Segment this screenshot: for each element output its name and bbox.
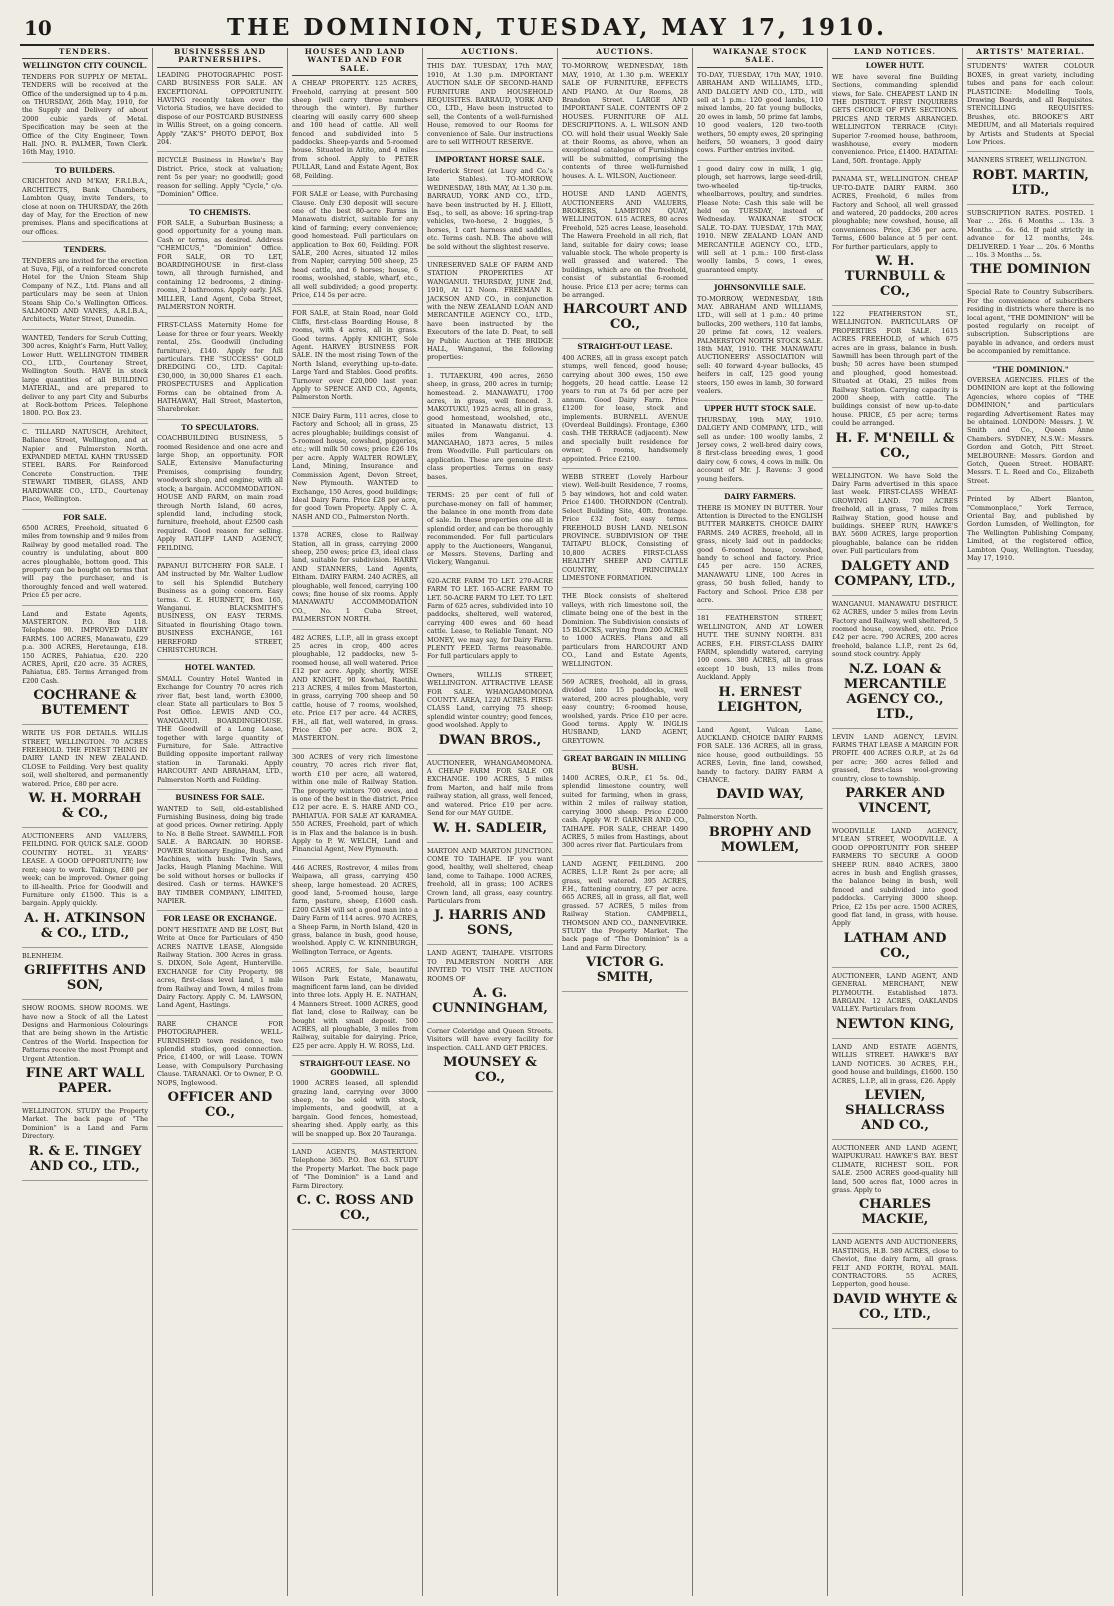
advertisement xyxy=(562,190,688,339)
column-2 xyxy=(153,48,288,1596)
advertisement xyxy=(697,71,823,161)
ad-body-text: LAND AGENTS, MASTERTON. Telephone 365. P.O. Box 63. STUDY the Property Market. The back page of "The Dominion" is a Land and Farm Directory. xyxy=(292,1147,418,1190)
advertisement xyxy=(22,729,148,828)
advertiser-name: H. ERNEST LEIGHTON, xyxy=(717,684,803,715)
column-heading: AUCTIONS. xyxy=(427,48,553,59)
column-5 xyxy=(558,48,693,1596)
column-4 xyxy=(423,48,558,1596)
ad-body-text: WANTED, Tenders for Scrub Cutting, 300 acres, Knight's Farm, Hutt Valley, Lower Hutt. WELLINGTON TIMBER CO., LTD., Courtenay Street, Wellington South. HAVE in stock large quantities of all BUILDING MATERIAL, and are prepared to deliver to any part City and Suburbs at Rock-bottom Prices. Telephone 1800. P.O. Box 23. xyxy=(22,333,148,418)
ad-body-text: 1065 ACRES, for Sale, beautiful Wilson Park Estate, Manawatu, magnificent farm land, can be divided into three lots. Apply H. E. NATHAN, 4 Manners Street. 1000 ACRES, good flat land, close to Railway, can be bought with small deposit. 500 ACRES, all ploughable, 3 miles from Railway, suitable for dairying. Price, £25 per acre. Apply H. W. ROSS, Ltd. xyxy=(292,966,418,1050)
advertiser-name: THE DOMINION xyxy=(970,262,1091,278)
ad-body-text: WRITE US FOR DETAILS. WILLIS STREET, WELLINGTON. 70 ACRES FREEHOLD. THE FINEST THING IN DAIRY LAND IN NEW ZEALAND. CLOSE to Feilding. Very best quality soil, well sheltered, and permanently watered. Price, £80 per acre. xyxy=(22,729,148,788)
ad-body-text: THIS DAY. TUESDAY, 17th MAY, 1910, At 1.30 p.m. IMPORTANT AUCTION SALE OF SECOND-HAND FURNITURE AND HOUSEHOLD REQUISITES. BARRAUD, YORK AND CO., LTD., Have been instructed to sell, the Contents of a well-furnished House, removed to our Rooms for convenience of Sale. Our instructions are to sell WITHOUT RESERVE. xyxy=(427,62,553,147)
ad-heading: UPPER HUTT STOCK SALE. xyxy=(703,404,817,414)
advertisement xyxy=(427,372,553,487)
advertiser-name: NEWTON KING, xyxy=(835,1016,955,1032)
advertiser-name: DAVID WHYTE & CO., LTD., xyxy=(832,1291,958,1322)
ad-body-text: 1900 ACRES leased, all splendid grazing land, carrying over 3000 sheep, to be sold with stock, implements, and goodwill, at a bargain. Good fences, homestead, shearing shed. Apply early, as this will be snapped up. Box 20 Tauranga. xyxy=(292,1079,418,1138)
ad-body-text: MARTON AND MARTON JUNCTION. COME TO TAIHAPE. IF you want good, healthy, well sheltered, cheap land, come to Taihape. 1000 ACRES, freehold, all in grass; 100 ACRES Crown land, all grass, easy country. Particulars from xyxy=(427,846,553,905)
ad-body-text: HOUSE AND LAND AGENTS, AUCTIONEERS AND VALUERS, BROKERS, LAMBTON QUAY, WELLINGTON. 615 ACRES, 80 acres Freehold, 525 acres Lease, leasehold. The Hawera Freehold in all rich, flat land, suitable for dairy cows; lease valuable stock. The whole property is well grassed and watered. The buildings, which are on the freehold, consist of substantial 6-roomed house. Price £13 per acre; terms can be arranged. xyxy=(562,190,688,299)
advertisement xyxy=(562,343,688,469)
ad-heading: FOR SALE. xyxy=(63,512,107,522)
ad-heading: FOR LEASE OR EXCHANGE. xyxy=(163,914,277,924)
ad-body-text: THE Block consists of sheltered valleys, with rich limestone soil, the climate being one of the best in the Dominion. The Subdivision consists of 15 BLOCKS, varying from 200 ACRES to 1000 ACRES. Plans and all particulars from HARCOURT AND CO., Land and Estate Agents, WELLINGTON. xyxy=(562,592,688,668)
ad-body-text: LAND AGENT, TAIHAPE. VISITORS TO PALMERSTON NORTH ARE INVITED TO VISIT THE AUCTION ROOMS OF xyxy=(427,949,553,983)
advertiser-name: CHARLES MACKIE, xyxy=(859,1197,931,1228)
advertisement xyxy=(22,514,148,606)
ad-body-text: MANNERS STREET, WELLINGTON. xyxy=(967,156,1088,165)
column-7 xyxy=(828,48,963,1596)
advertisement xyxy=(22,610,148,726)
advertisement xyxy=(697,813,823,861)
advertisement xyxy=(157,209,283,318)
advertisement xyxy=(292,412,418,527)
advertiser-name: FINE ART WALL PAPER. xyxy=(25,1065,145,1096)
advertisement xyxy=(157,1020,283,1127)
ad-heading: BUSINESS FOR SALE. xyxy=(175,793,265,803)
column-3 xyxy=(288,48,423,1596)
advertisement xyxy=(292,190,418,305)
advertiser-name: H. F. M'NEILL & CO., xyxy=(835,430,955,461)
ad-heading: TENDERS. xyxy=(63,245,107,255)
advertisement xyxy=(697,726,823,810)
advertiser-name: MOUNSEY & CO., xyxy=(443,1055,537,1086)
column-heading: TENDERS. xyxy=(22,48,148,59)
ad-body-text: LAND AGENTS AND AUCTIONEERS, HASTINGS, H.B. 589 ACRES, close to Cheviot, fine dairy farm, all grass. FELT AND FORTH, ROYAL MAIL CONTRACTORS. 55 ACRES, Lepperton, good house. xyxy=(832,1238,958,1289)
ad-body-text: PANAMA ST., WELLINGTON. CHEAP UP-TO-DATE DAIRY FARM. 360 ACRES, Freehold, 6 miles from Factory and School, all well grassed and watered, 20 paddocks, 200 acres ploughable; new cowshed, house, all conveniences. Price, £36 per acre. Terms, £600 balance at 5 per cent. For further particulars, apply to xyxy=(832,175,958,251)
ad-body-text: WEBB STREET (Lovely Harbour view). Well-built Residence, 7 rooms, 5 bay windows, hot and cold water. Price £1400. THORNDON (Central). Select Building Site, 40ft. frontage. Price £32 foot; easy terms. FREEHOLD BUSH LAND. NELSON PROVINCE. SUBDIVISION OF THE TAITAPU BLOCK, Consisting of 10,800 ACRES FIRST-CLASS HEALTHY SHEEP AND CATTLE COUNTRY, PRINCIPALLY LIMESTONE FORMATION. xyxy=(562,473,688,582)
advertisement xyxy=(292,634,418,749)
advertiser-name: DWAN BROS., xyxy=(438,732,542,748)
ad-heading: TO BUILDERS. xyxy=(55,165,115,175)
advertisement xyxy=(427,759,553,843)
advertisement xyxy=(697,493,823,610)
ad-body-text: AUCTIONEERS AND VALUERS, FEILDING. FOR QUICK SALE. GOOD COUNTRY HOTEL. 31 YEARS' LEASE. A GOOD OPPORTUNITY; low rent; easy to work. Takings, £80 per week; can be improved. Owner going to ill-health. Price for Goodwill and Furniture only £1500. This is a bargain. Apply quickly. xyxy=(22,832,148,908)
advertisement xyxy=(427,261,553,368)
advertisement xyxy=(292,531,418,629)
column-heading: AUCTIONS. xyxy=(562,48,688,59)
advertiser-name: J. HARRIS AND SONS, xyxy=(434,908,546,939)
ad-body-text: FOR SALE, a Suburban Business; a good opportunity for a young man. Cash or terms, as desired. Address "CHEMICUS," "Dominion" Office. FOR SALE, OR TO LET, BOARDINGHOUSE in first-class town, all through furnished, and containing 12 bedrooms, 2 dining-rooms, 2 bathrooms. Apply early. JAS. MILLER, Land Agent, Coba Street, PALMERSTON NORTH. xyxy=(157,218,283,311)
advertisement xyxy=(157,321,283,419)
ad-body-text: SUBSCRIPTION RATES. POSTED. 1 Year ... 26s. 6 Months ... 13s. 3 Months ... 6s. 6d. If paid strictly in advance for 12 months, 24s. DELIVERED. 1 Year ... 20s. 6 Months ... 10s. 3 Months ... 5s. xyxy=(967,208,1094,259)
column-heading: WAIKANAE STOCK SALE. xyxy=(697,48,823,68)
ad-body-text: RARE CHANCE FOR PHOTOGRAPHER. WELL-FURNISHED town residence, two splendid studios, good connection. Price, £1400, or will Lease. TOWN Lease, with Compulsory Purchasing Clause. TARANAKI. Or to Owner, P. O. NOPS, Inglewood. xyxy=(157,1019,283,1087)
advertisement xyxy=(427,671,553,755)
advertiser-name: W. H. TURNBULL & CO., xyxy=(844,253,946,299)
ad-heading: IMPORTANT HORSE SALE. xyxy=(435,155,545,165)
ad-body-text: 620-ACRE FARM TO LET. 270-ACRE FARM TO LET. 165-ACRE FARM TO LET. 50-ACRE FARM TO LET. TO LET. Farm of 625 acres, subdivided into 10 paddocks, sheltered, well watered, carrying 400 ewes and 60 head cattle. Lease, to Reliable Tenant. NO MONEY, we may say, for Dairy Farm. PLENTY FEED. Terms reasonable. For full particulars apply to xyxy=(427,576,553,661)
ad-body-text: Frederick Street (at Lucy and Co.'s late Stables). TO-MORROW, WEDNESDAY, 18th MAY, At 1.30 p.m. BARRAUD, YORK AND CO., LTD., have been instructed by H. J. Elliott, Esq., to sell, as above: 16 spring-trap vehicles, two-horse, 2 buggies, 5 horses, 1 cart harness and saddles, etc. Terms cash. N.B. The above will be sold without the slightest reserve. xyxy=(427,166,553,251)
advertiser-name: A. G. CUNNINGHAM, xyxy=(432,985,548,1016)
ad-body-text: LAND AGENT, FEILDING. 200 ACRES, L.I.P. Rent 2s per acre; all grass, well watered. 395 ACRES, F.H., fattening country, £7 per acre. 665 ACRES, all in grass, all flat, well grassed. 57 ACRES, 5 miles from Railway Station. CAMPBELL, THOMSON AND CO., DANNEVIRKE. STUDY the Property Market. The back page of "The Dominion" is a Land and Farm Directory. xyxy=(562,859,688,952)
ad-body-text: PAPANUI BUTCHERY FOR SALE. I AM instructed by Mr. Walter Ludlow to sell his Splendid Butchery Business as a going concern. Easy terms. C. E. HURNETT, Box 165, Wanganui. BLACKSMITH'S BUSINESS, ON EASY TERMS. Situated in flourishing Otago town. BUSINESS EXCHANGE, 161 HEREFORD STREET, CHRISTCHURCH. xyxy=(157,561,283,654)
ad-body-text: 1 good dairy cow in milk, 1 gig, plough, set harrows, large seed-drill, two-wheeled tip-trucks, wheelbarrows, poultry, and sundries. Please Note: Cash this sale will be held on TUESDAY, instead of Wednesday. WAIKANAE STOCK SALE. TO-DAY. TUESDAY, 17th MAY, 1910. NEW ZEALAND LOAN AND MERCANTILE AGENCY CO., LTD., will sell at 1 p.m.: 100 first-class woolly lambs, 5 cows, 1 ewes, guaranteed empty. xyxy=(697,164,823,274)
advertisement xyxy=(562,678,688,751)
ad-body-text: 446 ACRES, Rostrevor, 4 miles from Waipawa, all grass, carrying 450 sheep, large homestead. 20 ACRES, good land, 5-roomed house, large farm, pasture, sheep, £1600 cash. £200 CASH will set a good man into a Dairy Farm of 114 acres. 970 ACRES, a Sheep Farm, in North Island, 420 in grass, balance in bush, good house, woolshed. Apply C. W. KINNIBURGH, Wellington Terrace, or Agents. xyxy=(292,863,418,956)
advertiser-name: ROBT. MARTIN, LTD., xyxy=(972,167,1089,198)
advertisement xyxy=(157,664,283,790)
advertiser-name: LATHAM AND CO., xyxy=(843,930,947,961)
ad-body-text: A CHEAP PROPERTY. 125 ACRES, Freehold, carrying at present 500 sheep (will carry three numbers through the winter). By further clearing will easily carry 600 sheep and 100 head of cattle. All well fenced and subdivided into 5 paddocks. Sheep-yards and 5-roomed house. Situated in Aitito, and 4 miles from school. Apply to PETER PULLAR, Land and Estate Agent, Box 68, Feilding. xyxy=(292,79,418,180)
advertisement xyxy=(967,366,1094,492)
advertiser-name: W. H. MORRAH & CO., xyxy=(28,791,142,822)
advertisement xyxy=(157,71,283,153)
ad-body-text: SMALL Country Hotel Wanted in Exchange for Country 70 acres rich river flat, best land, worth £3000, clear. State all particulars to Box 5 Post Office. LEWIS AND CO., WANGANUI. BOARDINGHOUSE. THE Goodwill of a Long Lease, together with large quantity of Furniture, for Sale. Attractive Building opposite important railway station in Taranaki. Apply HARCOURT AND ABRAHAM, LTD., Palmerston North and Feilding. xyxy=(157,674,283,784)
advertisement xyxy=(157,156,283,204)
advertiser-name: A. H. ATKINSON & CO., LTD., xyxy=(24,910,146,941)
column-heading: LAND NOTICES. xyxy=(832,48,958,59)
ad-body-text: TENDERS FOR SUPPLY OF METAL. TENDERS will be received at the Office of the undersigned up to 4 p.m. on THURSDAY, 26th May, 1910, for the Supply and Delivery of about 2000 cubic yards of Metal. Specification may be seen at the Office of the City Engineer, Town Hall. JNO. R. PALMER, Town Clerk. 16th May, 1910. xyxy=(22,72,148,157)
advertisement xyxy=(967,495,1094,568)
ad-body-text: TERMS: 25 per cent of full of purchase-money on fall of hammer, the balance in one month from date of sale. In these properties one all in splendid order, and can be thoroughly recommended. For full particulars apply to the Auctioneers, Wanganui, or Messrs. Stevens, Darling and Vickery, Wanganui. xyxy=(427,491,553,567)
ad-body-text: Corner Coleridge and Queen Streets. Visitors will have every facility for inspection. CALL AND GET PRICES. xyxy=(427,1026,553,1052)
ad-body-text: AUCTIONEER AND LAND AGENT, WAIPUKURAU. HAWKE'S BAY. BEST CLIMATE, RICHEST SOIL. FOR SALE. 2500 ACRES good-quality hill land, 500 acres flat, 1000 acres in grass. Apply to xyxy=(832,1143,958,1194)
column-heading: BUSINESSES AND PARTNERSHIPS. xyxy=(157,48,283,68)
column-heading: ARTISTS' MATERIAL. xyxy=(967,48,1094,59)
advertisement xyxy=(292,1060,418,1144)
ad-body-text: 122 FEATHERSTON ST., WELLINGTON. PARTICULARS OF PROPERTIES FOR SALE. 1615 ACRES FREEHOLD, of which 675 acres are in grass, balance in bush. Sawmill has been through part of the bush; 50 acres have been stumped and ploughed, good homestead. Situated at Otaki, 25 miles from Railway Station. Carrying capacity is 2000 sheep, with cattle. The buildings consist of new up-to-date house. PRICE, £5 per acre; terms could be arranged. xyxy=(832,309,958,428)
ad-body-text: Special Rate to Country Subscribers. For the convenience of subscribers residing in districts where there is no local agent, "THE DOMINION" will be posted regularly on receipt of subscription. Subscriptions are payable in advance, and orders must be accompanied by remittance. xyxy=(967,288,1094,356)
advertiser-name: N.Z. LOAN & MERCANTILE AGENCY CO., LTD., xyxy=(843,661,947,722)
ad-body-text: 1378 ACRES, close to Railway Station, all in grass, carrying 2000 sheep, 250 ewes; price £3, ideal class land, suitable for subdivision. HARRY AND STANNERS, Land Agents, Eltham. DAIRY FARM. 240 ACRES, all ploughable, well fenced, carrying 100 cows; fine house of six rooms. Apply MANAWATU ACCOMMODATION CO., No. 1 Cuba Street, PALMERSTON NORTH. xyxy=(292,531,418,624)
advertiser-name: VICTOR G. SMITH, xyxy=(585,955,664,986)
ad-body-text: AUCTIONEER, LAND AGENT, AND GENERAL MERCHANT, NEW PLYMOUTH. Established 1873. BARGAIN. 12 ACRES, OAKLANDS VALLEY. Particulars from xyxy=(832,971,958,1014)
advertisement xyxy=(967,288,1094,361)
advertisement xyxy=(562,62,688,186)
ad-body-text: 6500 ACRES, Freehold, situated 6 miles from township and 9 miles from Railway by good metalled road. The country is undulating, about 800 acres ploughable, bottom good. This property can be bought on terms that will pay the purchaser, and is thoroughly fenced and well watered. Price £5 per acre. xyxy=(22,523,148,600)
advertisement xyxy=(427,577,553,667)
ad-body-text: TENDERS are invited for the erection at Suva, Fiji, of a reinforced concrete Hotel for the Union Steam Ship Company of N.Z., Ltd. Plans and all particulars may be seen at Union Steam Ship Co.'s Wellington Offices. SALMOND AND VANES, A.R.I.B.A., Architects, Water Street, Dunedin. xyxy=(22,256,148,324)
advertisement xyxy=(292,966,418,1056)
ad-body-text: WELLINGTON. STUDY the Property Market. The back page of "The Dominion" is a Land and Farm Directory. xyxy=(22,1106,148,1141)
ad-body-text: STUDENTS' WATER COLOUR BOXES, in great variety, including tubes and pans for each colour. PLASTICINE: Modelling Tools, Drawing Boards, and all Requisites. STENCILLING REQUISITES: Brushes, etc. BROOKE'S ART MEDIUM, and all Materials required by Artists and Students at Special Low Prices. xyxy=(967,62,1094,147)
ad-body-text: THERE IS MONEY IN BUTTER. Your Attention is Directed to the ENGLISH BUTTER MARKETS. CHOICE DAIRY FARMS. 249 ACRES, freehold, all in grass, nicely laid out in paddocks; good 6-roomed house, cowshed, handy to school and factory. Price £45 per acre. 150 ACRES, MANAWATU LINE, 100 Acres in grass, 50 bush felled, handy to Factory and School. Price £38 per acre. xyxy=(697,503,823,604)
ad-body-text: UNRESERVED SALE OF FARM AND STATION PROPERTIES AT WANGANUI. THURSDAY, JUNE 2nd, 1910, At 12 Noon. FREEMAN R. JACKSON AND CO., in conjunction with the NEW ZEALAND LOAN AND MERCANTILE AGENCY CO., LTD., have been instructed by the Executors of the late D. Peat, to sell by Public Auction at THE BRIDGE HALL, Wanganui, the following properties: xyxy=(427,260,553,362)
advertiser-name: DALGETY AND COMPANY, LTD., xyxy=(834,558,956,589)
advertisement xyxy=(562,860,688,992)
ad-body-text: DON'T HESITATE AND BE LOST, But Write at Once for Particulars of 450 ACRES NATIVE LEASE, Alongside Railway Station. 300 Acres in grass. S. DIXON, Sole Agent, Hunterville. EXCHANGE for City Property. 98 acres, first-class level land, 1 mile from Railway and Town, 4 miles from Dairy Factory. Apply C. M. LAWSON, Land Agent, Hastings. xyxy=(157,925,283,1010)
ad-body-text: AUCTIONEER, WHANGAMOMONA. A CHEAP FARM FOR SALE OR EXCHANGE. 190 ACRES, 5 miles from Marton, and half mile from railway station, all grass, well fenced, and watered. Price £19 per acre. Send for our MAY GUIDE. xyxy=(427,758,553,818)
advertisement xyxy=(697,614,823,721)
advertisement xyxy=(427,156,553,256)
ad-body-text: COACHBUILDING BUSINESS, 5 roomed Residence and one acre and large Shop, an opportunity. FOR SALE, Extensive Manufacturing Premises, comprising foundry, woodwork shop, and engine; with all stock; a bargain. ACCOMMODATION-HOUSE AND FARM, on main road through North Island, 60 acres, splendid land, including stock, furniture, freehold, about £2500 cash required. Good reason for selling. Apply RATLIFF LAND AGENCY, FEILDING. xyxy=(157,434,283,552)
advertiser-name: LEVIEN, SHALLCRASS AND CO., xyxy=(845,1087,945,1133)
advertiser-name: DAVID WAY, xyxy=(716,787,804,803)
advertiser-name: C. C. ROSS AND CO., xyxy=(296,1192,414,1223)
ad-body-text: Land Agent, Vulcan Lane, AUCKLAND. CHOICE DAIRY FARMS FOR SALE. 136 ACRES, all in grass, nice house, good outbuildings. 55 ACRES, Levin, fine land, cowshed, handy to factory. DAIRY FARM A CHANCE. xyxy=(697,725,823,785)
advertisement xyxy=(22,334,148,424)
ad-heading: JOHNSONVILLE SALE. xyxy=(714,283,806,293)
ad-body-text: Palmerston North. xyxy=(697,813,758,822)
advertisement xyxy=(292,864,418,962)
advertisement xyxy=(832,827,958,968)
advertiser-name: GRIFFITHS AND SON, xyxy=(24,963,146,994)
ad-body-text: BLENHEIM. xyxy=(22,951,64,960)
advertisement xyxy=(832,175,958,306)
advertisement xyxy=(292,753,418,860)
ad-body-text: Printed by Albert Blanton, "Commonplace," York Terrace, Oriental Bay, and published by Gordon Lumsden, of Wellington, for The Wellington Publishing Company, Limited, at the registered office, Lambton Quay, Wellington. Tuesday, May 17, 1910. xyxy=(967,495,1094,563)
advertisement xyxy=(22,428,148,510)
advertisement xyxy=(832,62,958,171)
advertiser-name: HARCOURT AND CO., xyxy=(562,302,688,333)
advertisement xyxy=(22,832,148,948)
advertisement xyxy=(562,473,688,588)
advertisement xyxy=(832,1238,958,1328)
advertisement xyxy=(697,165,823,280)
advertisement xyxy=(967,156,1094,204)
advertiser-name: PARKER AND VINCENT, xyxy=(845,785,945,816)
ad-body-text: 1. TUTAEKURI, 490 acres, 2650 sheep, in grass, 200 acres in turnip; homestead. 2. MANAWATU, 1700 acres, in grass, well fenced. 3. MAKOTUKU, 1925 acres, all in grass, good homestead, woolshed, etc., situated in Manawatu district, 13 miles from Wanganui. 4. MANGAHAO, 1873 acres, 5 miles from Woodville. Full particulars on application. These are genuine first-class properties. Terms on easy bases. xyxy=(427,371,553,481)
advertisement xyxy=(832,600,958,729)
ad-body-text: 569 ACRES, freehold, all in grass, divided into 15 paddocks, well watered, 200 acres ploughable, very easy country; 6-roomed house, woolshed, yards. Price £10 per acre. Good terms. Apply W. INGLIS HUSBAND, LAND AGENT, GREYTOWN. xyxy=(562,678,688,745)
ad-body-text: TO-MORROW, WEDNESDAY, 18th MAY, 1910, At 1.30 p.m. WEEKLY SALE OF FURNITURE, EFFECTS AND PIANO. At Our Rooms, 28 Brandon Street. LARGE AND IMPORTANT SALE. CONTENTS OF 2 HOUSES. FURNITURE OF ALL DESCRIPTIONS. A. L. WILSON AND CO. will hold their usual Weekly Sale at their Rooms, as above, when an exceptional catalogue of Furnishings will be submitted, comprising the contents of three well-furnished houses. A. L. WILSON, Auctioneer. xyxy=(562,62,688,180)
ad-heading: "THE DOMINION." xyxy=(992,364,1069,374)
ad-heading: TO CHEMISTS. xyxy=(189,207,251,217)
newspaper-title: THE DOMINION, TUESDAY, MAY 17, 1910. xyxy=(226,14,888,41)
column-1 xyxy=(18,48,153,1596)
advertisement xyxy=(697,405,823,489)
ad-heading: HOTEL WANTED. xyxy=(184,663,256,673)
ad-body-text: NICE Dairy Farm, 111 acres, close to Factory and School; all in grass, 25 acres ploughable; buildings consist of 5-roomed house, cowshed, piggeries, etc.; will milk 50 cows; price £26 10s per acre. Apply WALTER ROWLEY, Land, Mining, Insurance and Commission Agent, Devon Street, New Plymouth. WANTED to Exchange, 150 Acres, good buildings; Ideal Dairy Farm. Price £28 per acre, for good Town Property. Apply C. A. NASH AND CO., Palmerston North. xyxy=(292,411,418,521)
ad-body-text: 482 ACRES, L.I.P., all in grass except 25 acres in crop, 400 acres ploughable, 12 paddocks, new 5-roomed house, all well watered. Price £12 per acre. Apply, shortly, WISE AND KNIGHT, 90 Kowhai, Raetihi. 213 ACRES, 4 miles from Masterton, in grass, carrying 700 sheep and 50 cattle, house of 7 rooms, woolshed, etc. Price £17 per acre. 44 ACRES, F.H., all flat, well watered, in grass. Price £50 per acre. BOX 2, MASTERTON. xyxy=(292,633,418,743)
ad-heading: GREAT BARGAIN IN MILLING BUSH. xyxy=(563,754,687,772)
advertisement xyxy=(427,847,553,946)
ad-body-text: WANTED to Sell, old-established Furnishing Business, doing big trade at good prices. Owner retiring. Apply to No. 8 Belle Street. SAWMILL FOR SALE. A BARGAIN. 30 HORSE-POWER Stationary Engine, Bush, and Machines, with bush: Twin Saws, Jacks, Haugh Planing Machine. Will be sold without horses or bullocks if desired. Cash or terms. HAWKE'S BAY TIMBER COMPANY, LIMITED, NAPIER. xyxy=(157,804,283,905)
ad-body-text: Owners, WILLIS STREET, WELLINGTON. ATTRACTIVE LEASE FOR SALE. WHANGAMOMONA COUNTY. AREA, 1220 ACRES. FIRST-CLASS Land, carrying 75 sheep; splendid winter country; good fences, good woolshed. Apply to xyxy=(427,670,553,730)
ad-body-text: FOR SALE, at Stain Road, near Gold Cliffs, first-class Boarding House, 8 rooms, with 4 acres, all in grass. Good terms. Apply KNIGHT, Sole Agent. HARVEY BUSINESS FOR SALE. IN the most rising Town of the North Island, everything up-to-date. Large Yard and Stables. Good profits. Turnover over £20,000 last year. Apply to SPENCE AND CO., Agents, Palmerston North. xyxy=(292,309,418,402)
ad-body-text: WANGANUI. MANAWATU DISTRICT. 62 ACRES, under 5 miles from Levin Factory and Railway, well sheltered, 5 roomed house, cowshed, etc. Price £42 per acre. 790 ACRES, 200 acres freehold, balance L.I.P., rent 2s 6d, sound stock country. Apply xyxy=(832,599,958,659)
advertisement xyxy=(157,794,283,911)
advertisement xyxy=(832,972,958,1039)
advertisement xyxy=(22,246,148,330)
ad-body-text: 300 ACRES of very rich limestone country, 70 acres rich river flat, worth £10 per acre, all watered, within one mile of Railway Station. The property winters 700 ewes, and is one of the best in the district. Price £12 per acre. E. S. HARE AND CO., PAHIATUA. FOR SALE AT KARAMEA. 550 ACRES, Freehold, part of which is in Flax and the balance is in bush. Apply to P. W. WELCH, Land and Financial Agent, New Plymouth. xyxy=(292,752,418,854)
column-heading: HOUSES AND LAND WANTED AND FOR SALE. xyxy=(292,48,418,76)
advertisement xyxy=(22,167,148,242)
ad-heading: DAIRY FARMERS. xyxy=(724,492,796,502)
column-6 xyxy=(693,48,828,1596)
advertisement xyxy=(22,62,148,162)
masthead xyxy=(20,10,1094,46)
page-number: 10 xyxy=(24,16,52,40)
ad-body-text: FIRST-CLASS Maternity Home for Lease for three or four years. Weekly rental, 25s. Goodwill (including furniture), £140. Apply for full particulars. THE "SUCCESS" GOLD DREDGING CO., LTD. Capital: £30,000, in 30,000 Shares £1 each. PROSPECTUSES and Application Forms can be obtained from A. HATHAWAY, Hall Street, Masterton, Sharebroker. xyxy=(157,321,283,414)
advertisement xyxy=(427,949,553,1023)
advertisement xyxy=(292,309,418,407)
advertisement xyxy=(832,1144,958,1234)
ad-body-text: WOODVILLE LAND AGENCY, M'LEAN STREET, WOODVILLE. A GOOD OPPORTUNITY FOR SHEEP FARMERS TO SECURE A GOOD SHEEP RUN. 8840 ACRES, 3800 acres in bush and English grasses, the balance being in bush, well fenced and subdivided into good paddocks. Carrying 3000 sheep. Price, £2 15s per acre. 1500 ACRES, good flat land, in grass, with house. Apply xyxy=(832,826,958,928)
advertisement xyxy=(22,952,148,1000)
advertiser-name: BROPHY AND MOWLEM, xyxy=(708,824,812,855)
advertisement xyxy=(562,755,688,855)
ad-body-text: LEVIN LAND AGENCY, LEVIN. FARMS THAT LEASE A MARGIN FOR PROFIT. 400 ACRES O.R.P., at 2s 6d per acre; 360 acres felled and grassed, first-class wool-growing country, close to township. xyxy=(832,732,958,783)
ad-body-text: LEADING PHOTOGRAPHIC POST-CARD BUSINESS FOR SALE. AN EXCEPTIONAL OPPORTUNITY. HAVING recently taken over the Victoria Studios, we have decided to dispose of our POSTCARD BUSINESS in Willis Street, on a going concern. Apply "ZAK'S" PHOTO DEPOT, Box 204. xyxy=(157,70,283,147)
ad-body-text: BICYCLE Business in Hawke's Bay District. Price, stock at valuation; rent 5s per year; no goodwill; good reason for selling. Apply "Cycle," c/o. "Dominion" Office. xyxy=(157,156,283,199)
ad-body-text: THURSDAY, 19th MAY, 1910. DALGETY AND COMPANY, LTD., will sell as under: 100 woolly lambs, 2 Jersey cows, 2 well-bred dairy cows, 8 first-class breeding ewes, 1 good dairy cow, 6 cows, 4 cows in milk. On account of Mr. J. Ravens: 3 good young heifers. xyxy=(697,415,823,483)
ad-body-text: 181 FEATHERSTON STREET, WELLINGTON, AND AT LOWER HUTT. THE SUNNY NORTH. 831 ACRES, F.H. FIRST-CLASS DAIRY FARM, splendidly watered, carrying 100 cows. 380 ACRES, all in grass except 10 bush, 13 miles from Auckland. Apply xyxy=(697,614,823,682)
ad-body-text: 400 ACRES, all in grass except patch stumps, well fenced, good house; carrying about 300 ewes, 150 ewe hoggets, 20 head cattle. Lease 12 years to run at 7s 6d per acre per annum. Good Dairy Farm. Price £1200 for lease, stock and implements. BURNELL AVENUE (Overdeal Buildings). Frontage, £360 cash. THE TERRACE (adjacent). New and specially built residence for owner, 6 rooms, handsomely appointed. Price £2100. xyxy=(562,353,688,463)
advertiser-name: W. H. SADLEIR, xyxy=(432,820,548,836)
columns-area xyxy=(18,48,1098,1598)
ad-body-text: TO-DAY, TUESDAY, 17th MAY, 1910. ABRAHAM AND WILLIAMS, LTD., AND DALGETY AND CO., LTD., will sell at 1 p.m.: 120 good lambs, 110 mixed lambs, 20 fat young bullocks, 20 ewes in lamb, 50 prime fat lambs, 10 good vealers, 120 two-tooth wethers, 50 empty ewes, 20 springing heifers, 50 weaners, 3 good dairy cows. Further entries invited. xyxy=(697,70,824,155)
advertisement xyxy=(22,1004,148,1103)
advertiser-name: COCHRANE & BUTEMENT xyxy=(33,688,137,719)
ad-body-text: 1400 ACRES, O.R.P., £1 5s. 0d., splendid limestone country, well suited for farming, when in grass, within 2 miles of railway station, carrying 3000 sheep. Price £2000 cash. Apply W. P. GARNER AND CO., TAIHAPE. FOR SALE, CHEAP. 1490 ACRES, 5 miles from Hastings, about 300 acres river flat. Particulars from xyxy=(562,774,688,850)
ad-body-text: TO-MORROW, WEDNESDAY, 18th MAY. ABRAHAM AND WILLIAMS, LTD., will sell at 1 p.m.: 40 prime bullocks, 200 wethers, 110 fat lambs, 20 prime fat cows, 12 vealers. PALMERSTON NORTH STOCK SALE. 18th MAY, 1910. THE MANAWATU AUCTIONEERS' ASSOCIATION will sell: 40 forward 4-year bullocks, 45 heifers in calf, 125 good young steers, 150 ewes in lamb, 30 forward vealers. xyxy=(697,294,823,396)
advertisement xyxy=(832,310,958,468)
advertisement xyxy=(967,62,1094,152)
ad-body-text: Land and Estate Agents, MASTERTON. P.O. Box 118. Telephone 90. IMPROVED DAIRY FARMS. 100 ACRES, Manawatu, £29 p.a. 300 ACRES, Heretaunga, £18. 150 ACRES, Pahiatua, £20. 220 ACRES, April, £20 acre. 35 ACRES, Pahiatua, £85. Terms Arranged from £200 Cash. xyxy=(22,609,148,685)
advertisement xyxy=(967,209,1094,284)
ad-body-text: FOR SALE or Lease, with Purchasing Clause. Only £30 deposit will secure one of the best 80-acre Farms in Manawatu district, suitable for any kind of farming; every convenience; good homestead. Full particulars on application to Box 60, Feilding. FOR SALE, 200 Acres, situated 12 miles from Napier, carrying 500 sheep, 25 head cattle, and 6 horses; house, 6 rooms, woolshed, stable, wharf, etc., all well subdivided; a good property. Price, £14 5s per acre. xyxy=(292,190,418,299)
ad-heading: LOWER HUTT. xyxy=(865,61,925,71)
ad-heading: WELLINGTON CITY COUNCIL. xyxy=(23,61,147,71)
advertiser-name: OFFICER AND CO., xyxy=(167,1090,273,1121)
advertisement xyxy=(832,472,958,596)
advertisement xyxy=(157,424,283,558)
advertisement xyxy=(697,284,823,401)
advertisement xyxy=(22,1107,148,1181)
advertiser-name: R. & E. TINGEY AND CO., LTD., xyxy=(28,1143,142,1174)
ad-heading: STRAIGHT-OUT LEASE. NO GOODWILL. xyxy=(299,1059,411,1077)
advertisement xyxy=(292,79,418,186)
advertisement xyxy=(562,592,688,674)
ad-body-text: SHOW ROOMS. SHOW ROOMS. WE have now a Stock of all the Latest Designs and Harmonious Colourings that are being shown in the Artistic Centres of the World. Inspection for Patterns receive the most Prompt and Urgent Attention. xyxy=(22,1004,148,1063)
advertisement xyxy=(832,1043,958,1140)
ad-body-text: WE have several fine Building Sections, commanding splendid views, for Sale. CHEAPEST LAND IN THE DISTRICT. FIRST INQUIRERS GETS CHOICE OF FIVE SECTIONS. PRICES AND TERMS ARRANGED. WELLINGTON TERRACE (City): Superior 7-roomed house, bathroom, washhouse, every modern convenience. Price, £1400. HATAITAI: Land, 50ft. frontage. Apply xyxy=(832,72,958,165)
advertisement xyxy=(157,915,283,1015)
ad-body-text: CRICHTON AND M'KAY, F.R.I.B.A., ARCHITECTS, Bank Chambers, Lambton Quay, invite Tenders, to close at noon on THURSDAY, the 26th day of May, for the Erection of new premises. Plans and specifications at our offices. xyxy=(22,177,148,236)
ad-heading: TO SPECULATORS. xyxy=(181,422,259,432)
ad-heading: STRAIGHT-OUT LEASE. xyxy=(577,342,673,352)
advertisement xyxy=(832,733,958,823)
ad-body-text: OVERSEA AGENCIES. FILES of the DOMINION are kept at the following Agencies, where copies of "THE DOMINION," and particulars regarding Advertisement Rates may be obtained. LONDON: Messrs. J. W. Smith and Co., Queen Anne Chambers. SYDNEY, N.S.W.: Messrs. Gordon and Gotch, Pitt Street. MELBOURNE: Messrs. Gordon and Gotch, Queen Street. HOBART: Messrs. T. L. Reed and Co., Elizabeth Street. xyxy=(967,375,1094,485)
advertisement xyxy=(157,562,283,660)
column-8 xyxy=(963,48,1098,1596)
advertisement xyxy=(427,1027,553,1092)
ad-body-text: LAND AND ESTATE AGENTS, WILLIS STREET. HAWKE'S BAY LAND NOTICES. 30 ACRES, F.H., good house and buildings, £1600. 150 ACRES, L.I.P., all in grass, £26. Apply xyxy=(832,1042,958,1085)
ad-body-text: WELLINGTON. We have Sold the Dairy Farm advertised in this space last week. FIRST-CLASS WHEAT-GROWING LAND. 700 ACRES freehold, all in grass, 7 miles from Railway Station, good house and buildings. SHEEP RUN, HAWKE'S BAY. 5600 ACRES, large proportion ploughable, balance can be ridden over. Full particulars from xyxy=(832,471,958,556)
ad-body-text: C. TILLARD NATUSCH, Architect, Ballance Street, Wellington, and at Napier and Palmerston North. EXPANDED METAL KAHN TRUSSED STEEL BARS. For Reinforced Concrete Construction. THE STEWART TIMBER, GLASS, AND HARDWARE CO., LTD., Courtenay Place, Wellington. xyxy=(22,427,148,504)
advertisement xyxy=(427,491,553,573)
advertisement xyxy=(427,62,553,152)
advertisement xyxy=(292,1148,418,1230)
